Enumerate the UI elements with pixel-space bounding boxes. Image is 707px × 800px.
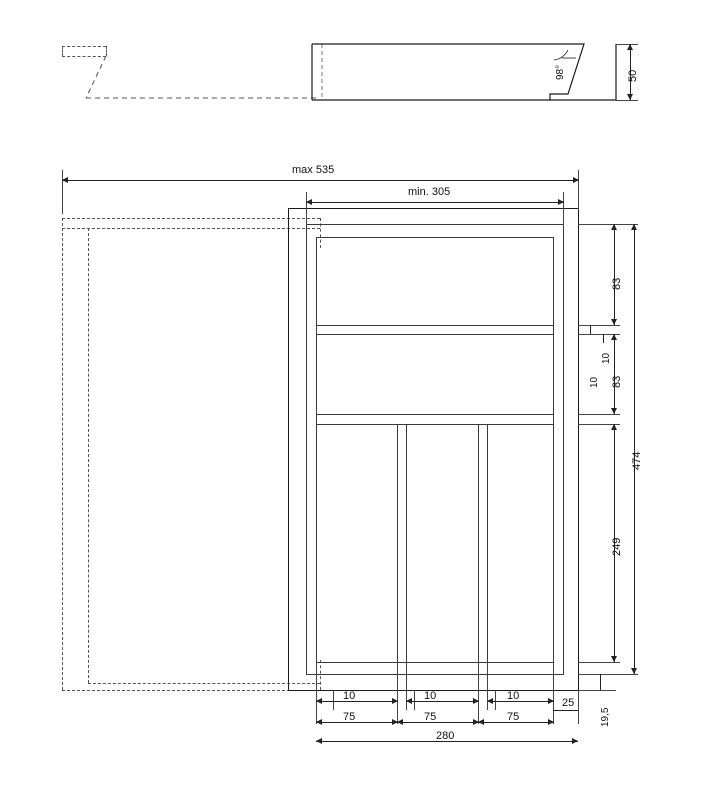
compartment-2-label: 83 <box>611 375 623 388</box>
ext-line <box>414 690 415 710</box>
slot-separator-2 <box>478 424 479 662</box>
arrow-icon <box>627 94 633 100</box>
ext-line <box>397 662 398 724</box>
ext-line <box>495 690 496 710</box>
lower-compartment-label: 249 <box>611 537 623 556</box>
arrow-icon <box>316 719 322 725</box>
bottom-offset-label: 19,5 <box>600 707 611 727</box>
arrow-icon <box>611 319 617 325</box>
dim-line-min-305 <box>306 202 564 203</box>
arrow-icon <box>611 224 617 230</box>
tray-outer-right <box>578 208 579 690</box>
plan-dash-outline <box>62 228 320 229</box>
arrow-icon <box>631 224 637 230</box>
dim-line-474 <box>634 224 635 674</box>
dim-line-gap-1 <box>590 325 591 334</box>
arrow-icon <box>487 698 493 704</box>
slot-width-1-label: 75 <box>343 711 356 723</box>
arrow-icon <box>548 719 554 725</box>
divider-top <box>316 237 554 238</box>
arrow-icon <box>572 738 578 744</box>
dim-line-max-535 <box>62 180 579 181</box>
slot-gap-2-label: 10 <box>424 690 437 702</box>
arrow-icon <box>611 408 617 414</box>
slot-width-2-label: 75 <box>424 711 437 723</box>
arrow-icon <box>611 656 617 662</box>
tray-rail-right <box>553 237 554 662</box>
dim-line-83-1 <box>614 224 615 325</box>
divider-bottom <box>316 662 554 663</box>
ext-line <box>306 192 307 226</box>
ext-line <box>578 690 616 691</box>
dim-line-gap-2 <box>603 334 604 343</box>
slot-separator-1b <box>406 424 407 662</box>
arrow-icon <box>611 424 617 430</box>
arrow-icon <box>558 199 564 205</box>
plan-dash-outline <box>88 683 320 684</box>
ext-line <box>563 192 564 226</box>
slot-width-3-label: 75 <box>507 711 520 723</box>
tray-inner-top <box>306 224 564 225</box>
arrow-icon <box>406 698 412 704</box>
divider-4 <box>316 424 554 425</box>
slot-gap-1-label: 10 <box>343 690 356 702</box>
arrow-icon <box>62 177 68 183</box>
plan-dash-outline <box>88 228 89 683</box>
gap-2-label: 10 <box>601 352 612 364</box>
right-margin-label: 25 <box>562 697 575 709</box>
height-50-label: 50 <box>627 69 639 82</box>
ext-line <box>578 224 638 225</box>
plan-dash-outline <box>320 660 321 690</box>
arrow-icon <box>316 698 322 704</box>
ext-line <box>578 674 638 675</box>
slot-separator-2b <box>487 424 488 662</box>
slot-separator-1 <box>397 424 398 662</box>
topview-slope-dash <box>60 44 320 104</box>
topview-body <box>310 42 630 104</box>
dim-line-83-2 <box>614 334 615 414</box>
arrow-icon <box>473 698 479 704</box>
plan-dash-outline <box>62 690 320 691</box>
arrow-icon <box>478 719 484 725</box>
arrow-icon <box>392 698 398 704</box>
divider-3 <box>316 414 554 415</box>
arrow-icon <box>611 334 617 340</box>
gap-1-label: 10 <box>589 376 600 388</box>
arrow-icon <box>631 668 637 674</box>
ext-line <box>578 662 620 663</box>
angle-label: 98° <box>555 64 566 80</box>
arrow-icon <box>306 199 312 205</box>
compartment-1-label: 83 <box>611 277 623 290</box>
ext-line <box>578 325 620 326</box>
ext-line <box>578 170 579 210</box>
dim-line-slot-width-2 <box>397 722 479 723</box>
dim-line-19-5 <box>600 674 601 690</box>
plan-dash-outline <box>320 218 321 248</box>
ext-line <box>478 662 479 724</box>
tray-outer-left <box>288 208 289 690</box>
dim-line-gap-slot-2 <box>406 701 479 702</box>
plan-dash-outline <box>62 218 63 690</box>
max-width-label: max 535 <box>292 164 335 176</box>
tray-inner-right <box>563 224 564 674</box>
divider-2 <box>316 334 554 335</box>
tray-inner-bottom <box>306 674 564 675</box>
ext-line <box>553 662 554 724</box>
dim-line-gap-slot-3 <box>487 701 554 702</box>
bottom-total-label: 280 <box>436 730 455 742</box>
ext-line <box>616 100 638 101</box>
arrow-icon <box>548 698 554 704</box>
tray-outer-top <box>288 208 579 209</box>
dim-line-slot-width-1 <box>316 722 398 723</box>
plan-dash-outline <box>62 218 320 219</box>
ext-line <box>333 690 334 710</box>
ext-line <box>578 414 620 415</box>
min-width-label: min. 305 <box>408 186 451 198</box>
arrow-icon <box>627 44 633 50</box>
tray-inner-left <box>306 224 307 674</box>
ext-line <box>578 690 579 724</box>
tray-rail-left <box>316 237 317 662</box>
slot-gap-3-label: 10 <box>507 690 520 702</box>
ext-line <box>316 662 317 724</box>
dim-line-gap-slot-1 <box>316 701 398 702</box>
total-height-label: 474 <box>631 451 643 470</box>
arrow-icon <box>316 738 322 744</box>
arrow-icon <box>573 177 579 183</box>
dim-line-right-margin <box>553 710 578 711</box>
divider-1 <box>316 325 554 326</box>
arrow-icon <box>397 719 403 725</box>
